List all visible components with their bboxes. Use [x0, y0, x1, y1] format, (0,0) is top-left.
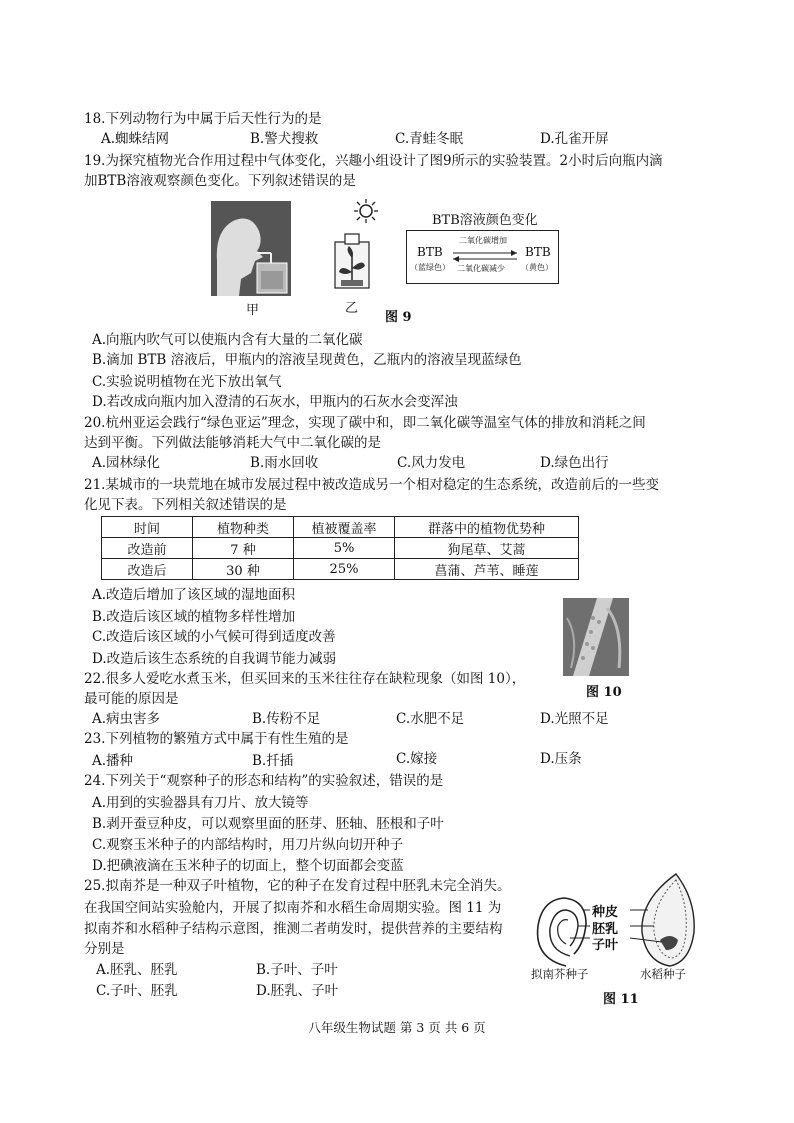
- table-cell: 改造前: [102, 538, 193, 559]
- q24-option-a: A.用到的实验器具有刀片、放大镜等: [92, 795, 309, 811]
- q23-option-a: A.播种: [92, 753, 134, 769]
- q20-option-b: B.雨水回收: [250, 455, 319, 471]
- table-header: 植被覆盖率: [294, 517, 395, 538]
- q20-option-d: D.绿色出行: [540, 455, 609, 471]
- q21-option-a: A.改造后增加了该区域的湿地面积: [92, 587, 296, 603]
- q21-stem-line1: 21.某城市的一块荒地在城市发展过程中被改造成另一个相对稳定的生态系统，改造前后的一些变: [84, 477, 659, 493]
- figure10-corn-photo: [563, 598, 629, 676]
- q25-option-b: B.子叶、子叶: [256, 962, 338, 978]
- q20-option-a: A.园林绿化: [92, 455, 161, 471]
- q20-stem-line1: 20.杭州亚运会践行“绿色亚运”理念，实现了碳中和，即二氧化碳等温室气体的排放和消耗之间: [84, 415, 646, 431]
- table-row: [102, 538, 579, 559]
- q18-stem: 18.下列动物行为中属于后天性行为的是: [84, 111, 322, 127]
- q24-stem: 24.下列关于“观察种子的形态和结构”的实验叙述，错误的是: [84, 773, 444, 789]
- q19-option-d: D.若改成向瓶内加入澄清的石灰水，甲瓶内的石灰水会变浑浊: [92, 394, 458, 410]
- table-cell: 25%: [294, 559, 395, 580]
- figure11-caption: 图 11: [603, 992, 639, 1007]
- q25-stem-line2: 在我国空间站实验舱内，开展了拟南芥和水稻生命周期实验。图 11 为: [84, 900, 502, 916]
- q22-option-c: C.水肥不足: [396, 711, 465, 727]
- btb-box-title: BTB溶液颜色变化: [432, 213, 538, 228]
- q21-option-d: D.改造后该生态系统的自我调节能力减弱: [92, 651, 337, 667]
- q20-option-c: C.风力发电: [397, 455, 466, 471]
- label-zhongpi: 种皮: [592, 905, 619, 920]
- q21-stem-line2: 化见下表。下列相关叙述错误的是: [84, 497, 287, 513]
- q22-stem-line1: 22.很多人爱吃水煮玉米，但买回来的玉米往往存在缺粒现象（如图 10），: [84, 671, 526, 687]
- table-row: [102, 559, 579, 580]
- q25-stem-line4: 分别是: [84, 941, 125, 957]
- figure9-label-yi: 乙: [345, 301, 359, 316]
- figure9-label-jia: 甲: [246, 303, 260, 318]
- label-ziye: 子叶: [592, 938, 619, 953]
- q25-option-c: C.子叶、胚乳: [96, 983, 178, 999]
- q24-option-c: C.观察玉米种子的内部结构时，用刀片纵向切开种子: [92, 837, 404, 853]
- btb-right-label: BTB: [525, 245, 551, 259]
- figure9-apparatus-jia: [211, 201, 291, 296]
- q19-option-c: C.实验说明植物在光下放出氧气: [92, 374, 282, 390]
- q24-option-b: B.剥开蚕豆种皮，可以观察里面的胚芽、胚轴、胚根和子叶: [92, 816, 444, 832]
- table-cell: 7 种: [193, 538, 294, 559]
- double-arrow-icon: [451, 249, 519, 263]
- figure9-apparatus-yi: [331, 228, 373, 290]
- q18-option-a: A.蜘蛛结网: [101, 131, 170, 147]
- table-header: 时间: [102, 517, 193, 538]
- q25-option-a: A.胚乳、胚乳: [96, 962, 178, 978]
- figure10-caption: 图 10: [586, 685, 622, 700]
- page-footer: 八年级生物试题 第 3 页 共 6 页: [308, 1020, 486, 1035]
- table-cell: 改造后: [102, 559, 193, 580]
- btb-left-color: （蓝绿色）: [410, 263, 450, 272]
- q18-option-c: C.青蛙冬眠: [395, 131, 464, 147]
- q19-stem-line2: 加BTB溶液观察颜色变化。下列叙述错误的是: [84, 173, 356, 189]
- table-cell: 狗尾草、艾蒿: [395, 538, 579, 559]
- arrow-top-label: 二氧化碳增加: [459, 236, 507, 245]
- q23-option-c: C.嫁接: [396, 751, 438, 767]
- q20-stem-line2: 达到平衡。下列做法能够消耗大气中二氧化碳的是: [84, 435, 381, 451]
- figure11-seed-diagram: [530, 870, 716, 970]
- q22-option-a: A.病虫害多: [92, 711, 161, 727]
- q23-option-d: D.压条: [540, 751, 582, 767]
- q19-option-b: B.滴加 BTB 溶液后，甲瓶内的溶液呈现黄色，乙瓶内的溶液呈现蓝绿色: [92, 352, 522, 368]
- label-rice-seed: 水稻种子: [640, 967, 686, 981]
- table-cell: 30 种: [193, 559, 294, 580]
- q19-stem-line1: 19.为探究植物光合作用过程中气体变化，兴趣小组设计了图9所示的实验装置。2小时后向瓶内滴: [84, 153, 663, 169]
- q25-stem-line3: 拟南芥和水稻种子结构示意图，推测二者萌发时，提供营养的主要结构: [84, 921, 503, 937]
- label-peiru: 胚乳: [592, 922, 619, 937]
- btb-color-change-box: [406, 230, 559, 284]
- btb-left-label: BTB: [417, 245, 443, 259]
- table-cell: 菖蒲、芦苇、睡莲: [395, 559, 579, 580]
- figure9-caption: 图 9: [385, 310, 412, 325]
- q25-stem-line1: 25.拟南芥是一种双子叶植物，它的种子在发育过程中胚乳未完全消失。: [84, 878, 511, 894]
- q22-option-b: B.传粉不足: [252, 711, 321, 727]
- table-header: 植物种类: [193, 517, 294, 538]
- q21-option-b: B.改造后该区域的植物多样性增加: [92, 609, 296, 625]
- label-arabidopsis-seed: 拟南芥种子: [531, 967, 589, 981]
- q21-table: [101, 516, 579, 580]
- table-header-row: [102, 517, 579, 538]
- arrow-bottom-label: 二氧化碳减少: [457, 264, 505, 273]
- table-header: 群落中的植物优势种: [395, 517, 579, 538]
- q18-option-b: B.警犬搜救: [250, 131, 319, 147]
- q21-option-c: C.改造后该区域的小气候可得到适度改善: [92, 629, 336, 645]
- q25-option-d: D.胚乳、子叶: [256, 983, 339, 999]
- q22-option-d: D.光照不足: [540, 711, 609, 727]
- sun-icon: [354, 199, 378, 223]
- q23-stem: 23.下列植物的繁殖方式中属于有性生殖的是: [84, 731, 349, 747]
- q18-option-d: D.孔雀开屏: [540, 131, 609, 147]
- q24-option-d: D.把碘液滴在玉米种子的切面上，整个切面都会变蓝: [92, 858, 404, 874]
- q23-option-b: B.扦插: [252, 753, 294, 769]
- btb-right-color: （黄色）: [521, 263, 553, 272]
- table-cell: 5%: [294, 538, 395, 559]
- q19-option-a: A.向瓶内吹气可以使瓶内含有大量的二氧化碳: [92, 332, 363, 348]
- q22-stem-line2: 最可能的原因是: [84, 691, 179, 707]
